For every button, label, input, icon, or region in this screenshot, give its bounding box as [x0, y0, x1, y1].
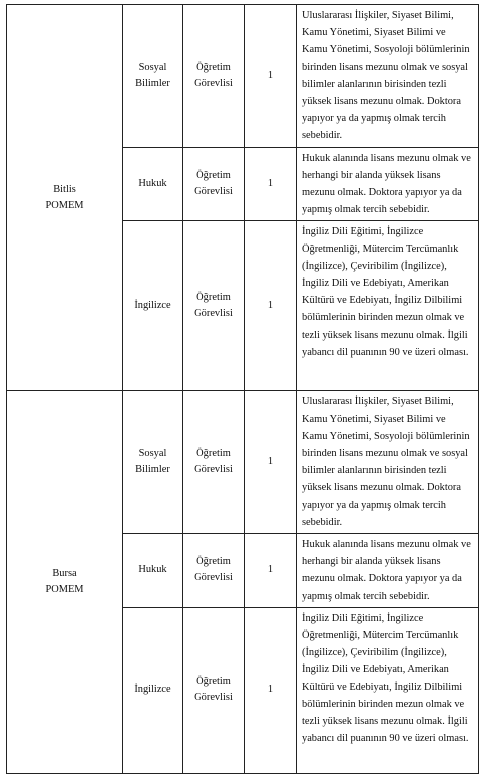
institution-name-line: POMEM — [45, 584, 84, 596]
positions-table — [6, 4, 479, 774]
field-line: Bilimler — [135, 77, 170, 89]
document-page — [6, 4, 478, 774]
title-cell — [183, 607, 245, 773]
requirement-cell — [297, 5, 479, 148]
count-cell: 1 — [245, 221, 297, 391]
field-cell — [123, 391, 183, 534]
institution-name-line: POMEM — [45, 199, 84, 211]
field-cell — [123, 221, 183, 391]
requirement-text: Uluslararası İlişkiler, Siyaset Bilimi, Kamu Yönetimi, Siyaset Bilimi ve Kamu Yönetimi, Sosyoloji bölümlerinin birinden lisans mezunu olmak ve sosyal bilimler alanlarının birisinden tezli yüksek lisans mezunu olmak. Doktora yapıyor ya da yapmış olmak tercih sebebidir. — [302, 396, 470, 528]
title-line: Görevlisi — [194, 464, 233, 476]
count-cell: 1 — [245, 5, 297, 148]
institution-cell — [7, 5, 123, 391]
field-line: İngilizce — [134, 299, 171, 311]
table-row — [7, 391, 479, 534]
title-cell — [183, 221, 245, 391]
requirement-cell — [297, 221, 479, 391]
institution-name-line: Bitlis — [53, 183, 76, 195]
requirement-cell — [297, 391, 479, 534]
title-line: Görevlisi — [194, 186, 233, 198]
field-cell — [123, 147, 183, 221]
field-line: İngilizce — [134, 684, 171, 696]
field-cell — [123, 5, 183, 148]
title-line: Öğretim — [196, 448, 231, 460]
title-line: Öğretim — [196, 556, 231, 568]
field-line: Hukuk — [138, 178, 167, 190]
requirement-text: Hukuk alanında lisans mezunu olmak ve herhangi bir alanda yüksek lisans mezunu olmak. Doktora yapıyor ya da yapmış olmak tercih sebebidir. — [302, 152, 471, 216]
title-cell — [183, 147, 245, 221]
count-cell: 1 — [245, 607, 297, 773]
requirement-cell — [297, 607, 479, 773]
requirement-text: Hukuk alanında lisans mezunu olmak ve herhangi bir alanda yüksek lisans mezunu olmak. Doktora yapıyor ya da yapmış olmak tercih sebebidir. — [302, 539, 471, 602]
field-line: Sosyal — [138, 61, 167, 73]
institution-cell — [7, 391, 123, 773]
title-line: Görevlisi — [194, 572, 233, 584]
field-line: Hukuk — [138, 564, 167, 576]
field-line: Sosyal — [138, 448, 167, 460]
field-cell — [123, 607, 183, 773]
title-line: Öğretim — [196, 676, 231, 688]
count-cell: 1 — [245, 147, 297, 221]
institution-name-line: Bursa — [52, 568, 77, 580]
requirement-text: İngiliz Dili Eğitimi, İngilizce Öğretmenliği, Mütercim Tercümanlık (İngilizce), Çeviribilim (İngilizce), İngiliz Dili ve Edebiyatı, Amerikan Kültürü ve Edebiyatı, İngiliz Dilbilimi bölümlerinin birinden mezun olmak ve tezli yüksek lisans mezunu olmak. İlgili yabancı dil puanının 90 ve üzeri olması. — [302, 226, 469, 358]
title-line: Öğretim — [196, 61, 231, 73]
requirement-cell — [297, 534, 479, 608]
title-line: Görevlisi — [194, 692, 233, 704]
requirement-cell — [297, 147, 479, 221]
title-line: Görevlisi — [194, 307, 233, 319]
title-line: Öğretim — [196, 291, 231, 303]
title-cell — [183, 534, 245, 608]
count-cell: 1 — [245, 534, 297, 608]
title-line: Öğretim — [196, 170, 231, 182]
count-cell: 1 — [245, 391, 297, 534]
field-line: Bilimler — [135, 464, 170, 476]
requirement-text: Uluslararası İlişkiler, Siyaset Bilimi, Kamu Yönetimi, Siyaset Bilimi ve Kamu Yönetimi, Sosyoloji bölümlerinin birinden lisans mezunu olmak ve sosyal bilimler alanlarının birisinden tezli yüksek lisans mezunu olmak. Doktora yapıyor ya da yapmış olmak tercih sebebidir. — [302, 10, 470, 142]
requirement-text: İngiliz Dili Eğitimi, İngilizce Öğretmenliği, Mütercim Tercümanlık (İngilizce), Çeviribilim (İngilizce), İngiliz Dili ve Edebiyatı, Amerikan Kültürü ve Edebiyatı, İngiliz Dilbilimi bölümlerinin birinden mezun olmak ve tezli yüksek lisans mezunu olmak. İlgili yabancı dil puanının 90 ve üzeri olması. — [302, 612, 469, 745]
field-cell — [123, 534, 183, 608]
table-row — [7, 5, 479, 148]
title-cell — [183, 5, 245, 148]
title-line: Görevlisi — [194, 77, 233, 89]
title-cell — [183, 391, 245, 534]
